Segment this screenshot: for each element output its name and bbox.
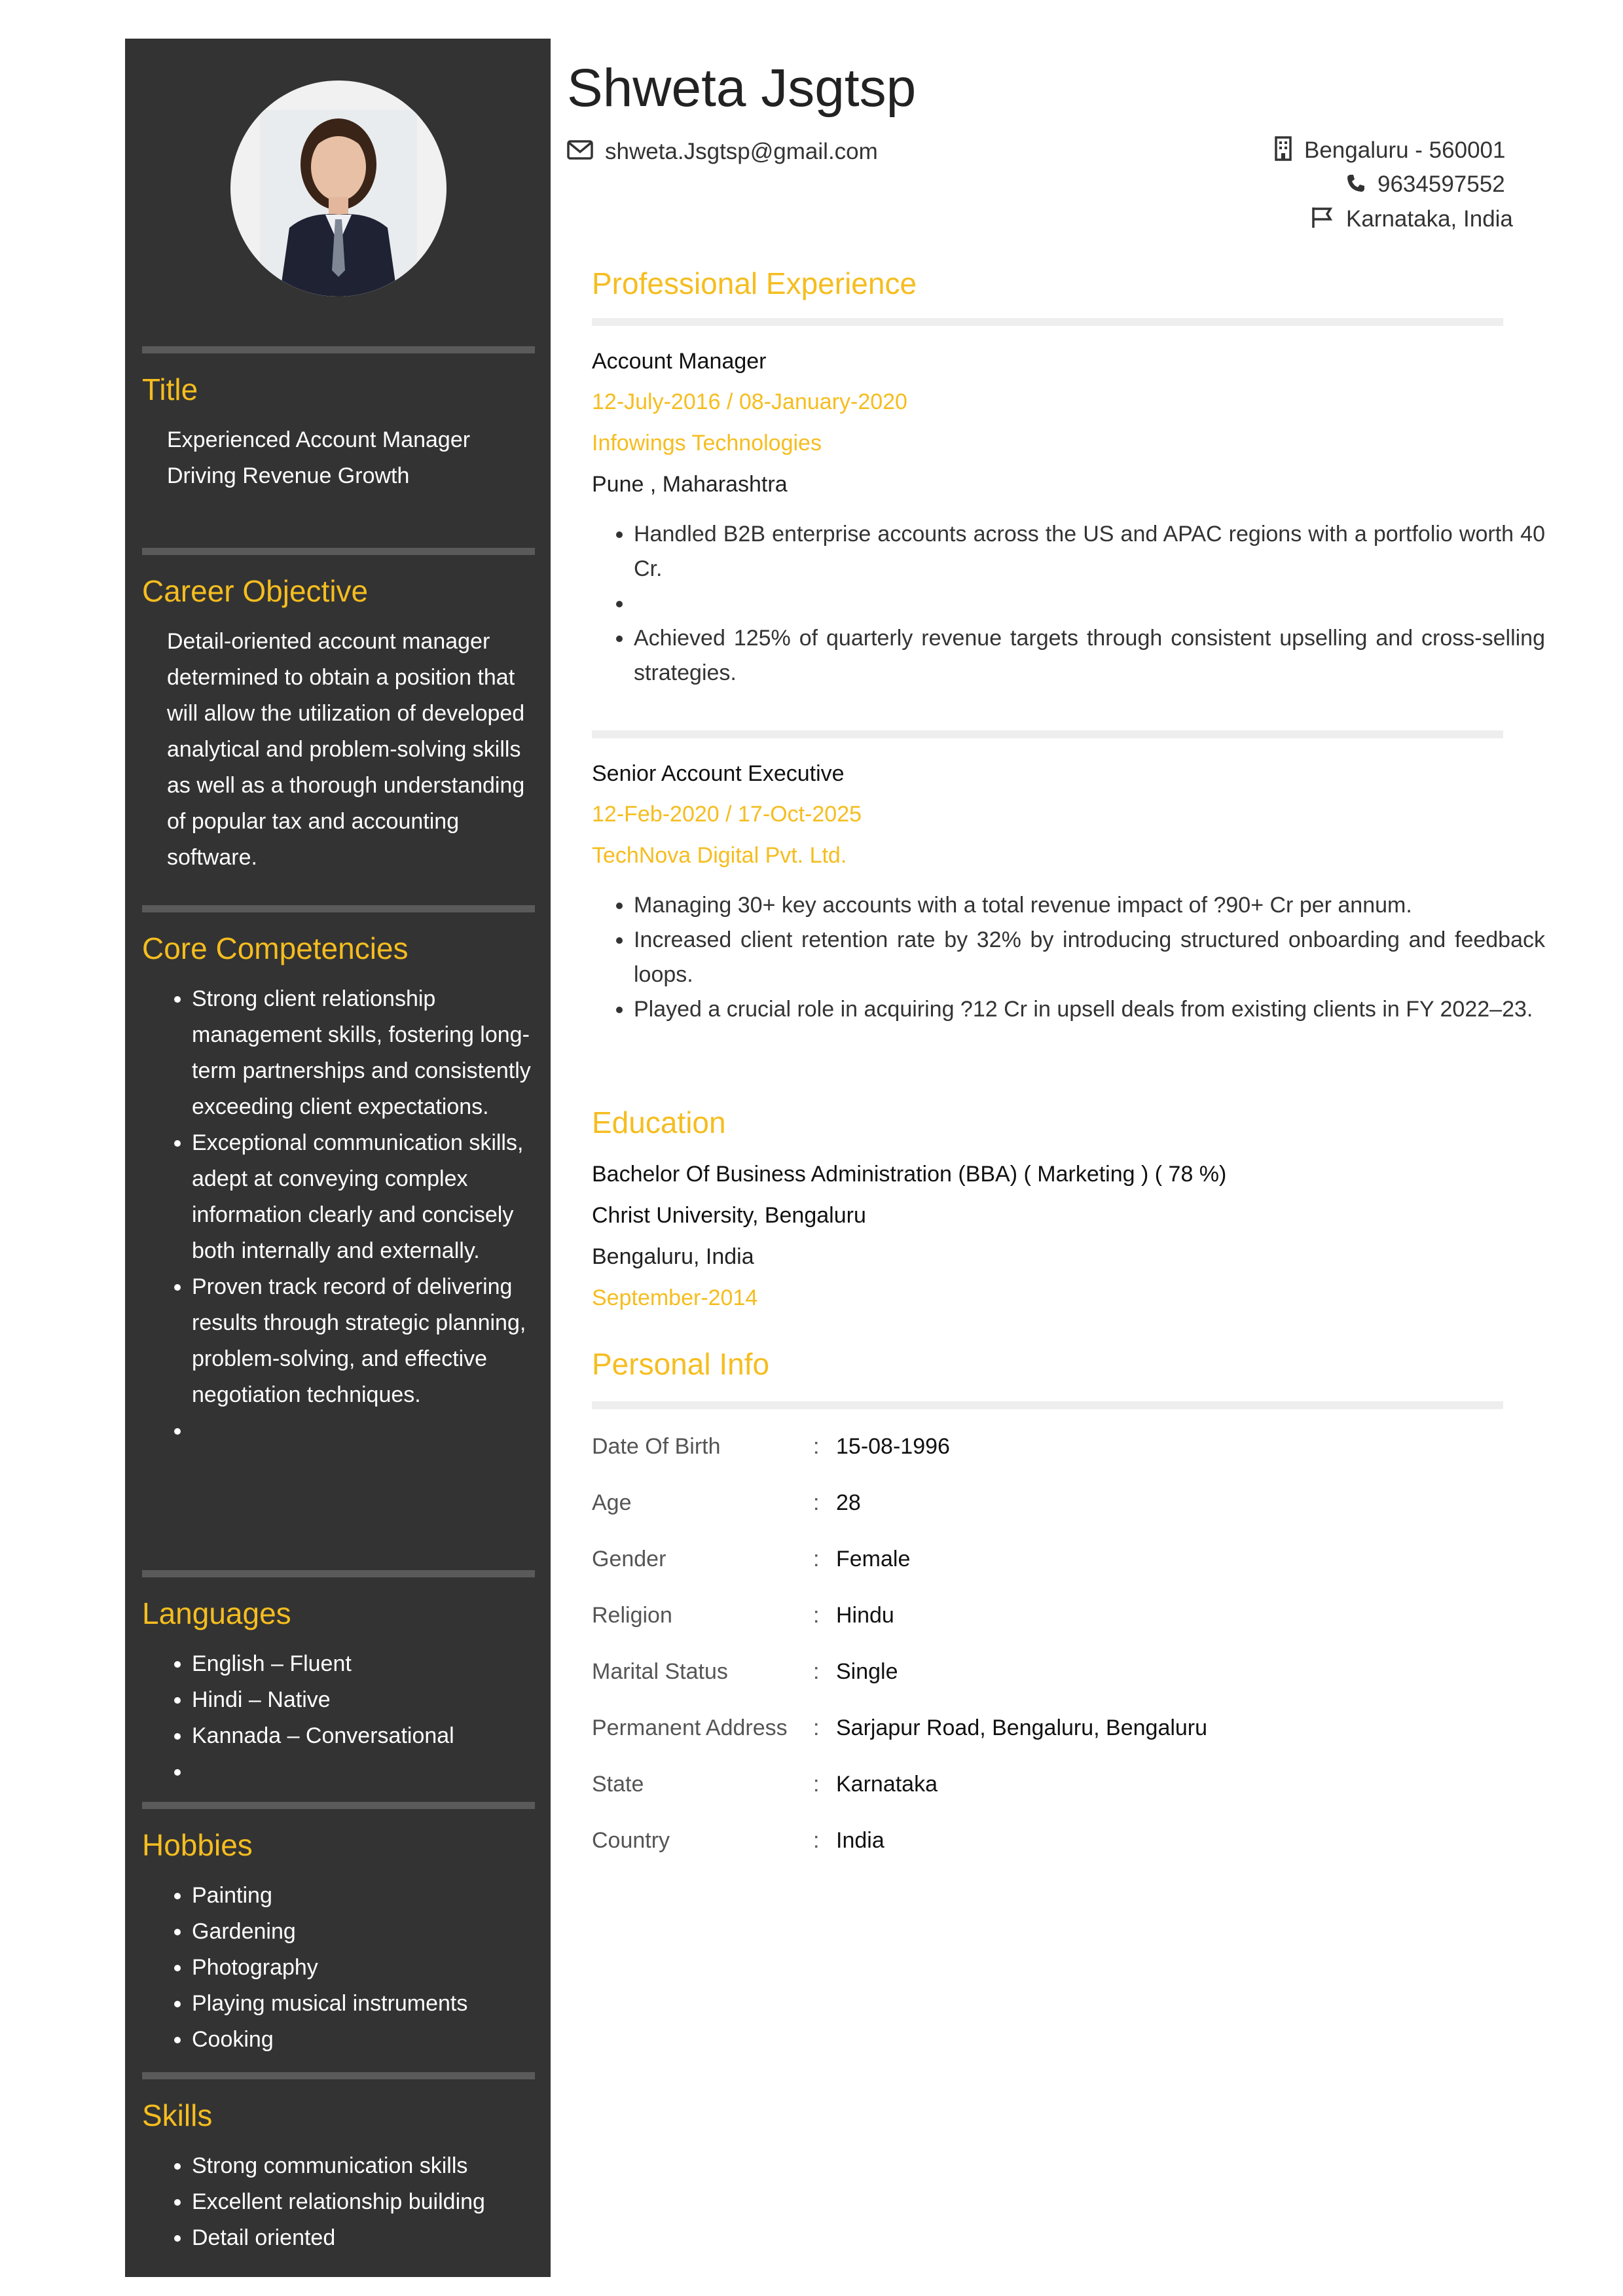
- career-objective-heading: Career Objective: [142, 574, 369, 608]
- email-link[interactable]: shweta.Jsgtsp@gmail.com: [605, 139, 878, 164]
- city-text: Bengaluru - 560001: [1304, 137, 1506, 163]
- list-item: • Cooking: [192, 2022, 535, 2058]
- job-bullets: [592, 888, 1545, 1027]
- job-dates: 12-July-2016 / 08-January-2020: [592, 389, 907, 414]
- job-title: Senior Account Executive: [592, 761, 845, 786]
- city-contact: [1274, 136, 1505, 167]
- info-colon: :: [813, 1490, 820, 1515]
- section-divider: [142, 2072, 535, 2079]
- info-label: Permanent Address: [592, 1715, 788, 1740]
- info-colon: :: [813, 1434, 820, 1459]
- list-item: • Exceptional communication skills, adept at conveying complex information clearly and concisely both internally and externally.: [192, 1125, 535, 1269]
- list-item: • Achieved 125% of quarterly revenue targets through consistent upselling and cross-selling strategies.: [634, 621, 1545, 691]
- list-item: • Handled B2B enterprise accounts across the US and APAC regions with a portfolio worth 40 Cr.: [634, 517, 1545, 586]
- info-value: India: [836, 1828, 884, 1853]
- info-value: Karnataka: [836, 1772, 938, 1797]
- education-location: Bengaluru, India: [592, 1244, 754, 1269]
- info-value: Sarjapur Road, Bengaluru, Bengaluru: [836, 1715, 1208, 1740]
- phone-icon: [1346, 173, 1366, 199]
- info-colon: :: [813, 1547, 820, 1571]
- info-colon: :: [813, 1603, 820, 1628]
- list-item: • Managing 30+ key accounts with a total revenue impact of ?90+ Cr per annum.: [634, 888, 1545, 923]
- info-value: Hindu: [836, 1603, 894, 1628]
- list-item: • Playing musical instruments: [192, 1986, 535, 2022]
- hobbies-list: [142, 1878, 535, 2058]
- info-value: 28: [836, 1490, 861, 1515]
- experience-heading: Professional Experience: [592, 266, 917, 300]
- info-label: State: [592, 1772, 644, 1797]
- info-label: Religion: [592, 1603, 672, 1628]
- education-degree: Bachelor Of Business Administration (BBA) ( Marketing ) ( 78 %): [592, 1162, 1227, 1187]
- state-contact: [1311, 206, 1513, 235]
- job-company: TechNova Digital Pvt. Ltd.: [592, 843, 847, 868]
- state-country-text: Karnataka, India: [1346, 206, 1513, 232]
- building-icon: [1274, 136, 1292, 167]
- languages-list: [142, 1646, 535, 1790]
- profile-photo: [230, 81, 447, 296]
- job-location: Pune , Maharashtra: [592, 472, 788, 497]
- phone-text: 9634597552: [1377, 171, 1505, 197]
- list-item: [634, 586, 1545, 621]
- career-objective-text: Detail-oriented account manager determined to obtain a position that will allow the utilization of developed analytical and problem-solving skills as well as a thorough understanding of popular tax and accounting software.: [167, 629, 525, 870]
- section-divider: [142, 1802, 535, 1809]
- section-divider: [142, 905, 535, 912]
- education-school: Christ University, Bengaluru: [592, 1203, 866, 1228]
- list-item: [192, 1754, 535, 1790]
- education-heading: Education: [592, 1105, 726, 1139]
- skills-list: [142, 2148, 535, 2256]
- hobbies-heading: Hobbies: [142, 1828, 253, 1862]
- list-item: • Photography: [192, 1950, 535, 1986]
- flag-icon: [1311, 206, 1334, 235]
- list-item: • Strong client relationship management skills, fostering long-term partnerships and consistently exceeding client expectations.: [192, 981, 535, 1125]
- education-date: September-2014: [592, 1285, 758, 1310]
- list-item: • Hindi – Native: [192, 1682, 535, 1718]
- list-item: • English – Fluent: [192, 1646, 535, 1682]
- title-section: [142, 346, 535, 494]
- info-colon: :: [813, 1715, 820, 1740]
- core-competencies-heading: Core Competencies: [142, 931, 409, 965]
- list-item: • Strong communication skills: [192, 2148, 535, 2184]
- list-item: • Increased client retention rate by 32% by introducing structured onboarding and feedback loops.: [634, 923, 1545, 992]
- section-divider: [592, 1401, 1503, 1409]
- personal-info-heading: Personal Info: [592, 1347, 770, 1381]
- title-text: Experienced Account Manager Driving Revenue Growth: [167, 427, 471, 489]
- envelope-icon: [567, 139, 593, 166]
- sidebar: [125, 39, 551, 2277]
- info-colon: :: [813, 1659, 820, 1684]
- skills-heading: Skills: [142, 2098, 213, 2132]
- languages-heading: Languages: [142, 1596, 291, 1630]
- list-item: • Played a crucial role in acquiring ?12 Cr in upsell deals from existing clients in FY 2022–23.: [634, 992, 1545, 1027]
- job-bullets: [592, 517, 1545, 691]
- info-value: 15-08-1996: [836, 1434, 950, 1459]
- info-value: Female: [836, 1547, 911, 1571]
- hobbies-section: [142, 1802, 535, 2058]
- title-heading: Title: [142, 372, 198, 406]
- section-divider: [592, 730, 1503, 738]
- list-item: [192, 1413, 535, 1449]
- section-divider: [142, 548, 535, 555]
- section-divider: [142, 1570, 535, 1577]
- info-label: Marital Status: [592, 1659, 728, 1684]
- list-item: • Gardening: [192, 1914, 535, 1950]
- info-label: Date Of Birth: [592, 1434, 721, 1459]
- candidate-name: Shweta Jsgtsp: [567, 58, 917, 118]
- list-item: • Proven track record of delivering results through strategic planning, problem-solving, and effective negotiation techniques.: [192, 1269, 535, 1413]
- phone-contact: [1346, 171, 1505, 199]
- job-company: Infowings Technologies: [592, 431, 822, 456]
- info-label: Age: [592, 1490, 632, 1515]
- list-item: • Excellent relationship building: [192, 2184, 535, 2220]
- list-item: • Painting: [192, 1878, 535, 1914]
- career-objective-section: [142, 548, 535, 876]
- core-competencies-section: [142, 905, 535, 1449]
- info-label: Country: [592, 1828, 670, 1853]
- info-colon: :: [813, 1828, 820, 1853]
- list-item: • Kannada – Conversational: [192, 1718, 535, 1754]
- email-contact: [567, 139, 878, 166]
- info-value: Single: [836, 1659, 898, 1684]
- section-divider: [592, 318, 1503, 326]
- info-label: Gender: [592, 1547, 666, 1571]
- languages-section: [142, 1570, 535, 1790]
- skills-section: [142, 2072, 535, 2256]
- section-divider: [142, 346, 535, 353]
- list-item: • Detail oriented: [192, 2220, 535, 2256]
- core-competencies-list: [142, 981, 535, 1449]
- job-dates: 12-Feb-2020 / 17-Oct-2025: [592, 802, 862, 827]
- job-title: Account Manager: [592, 349, 767, 374]
- info-colon: :: [813, 1772, 820, 1797]
